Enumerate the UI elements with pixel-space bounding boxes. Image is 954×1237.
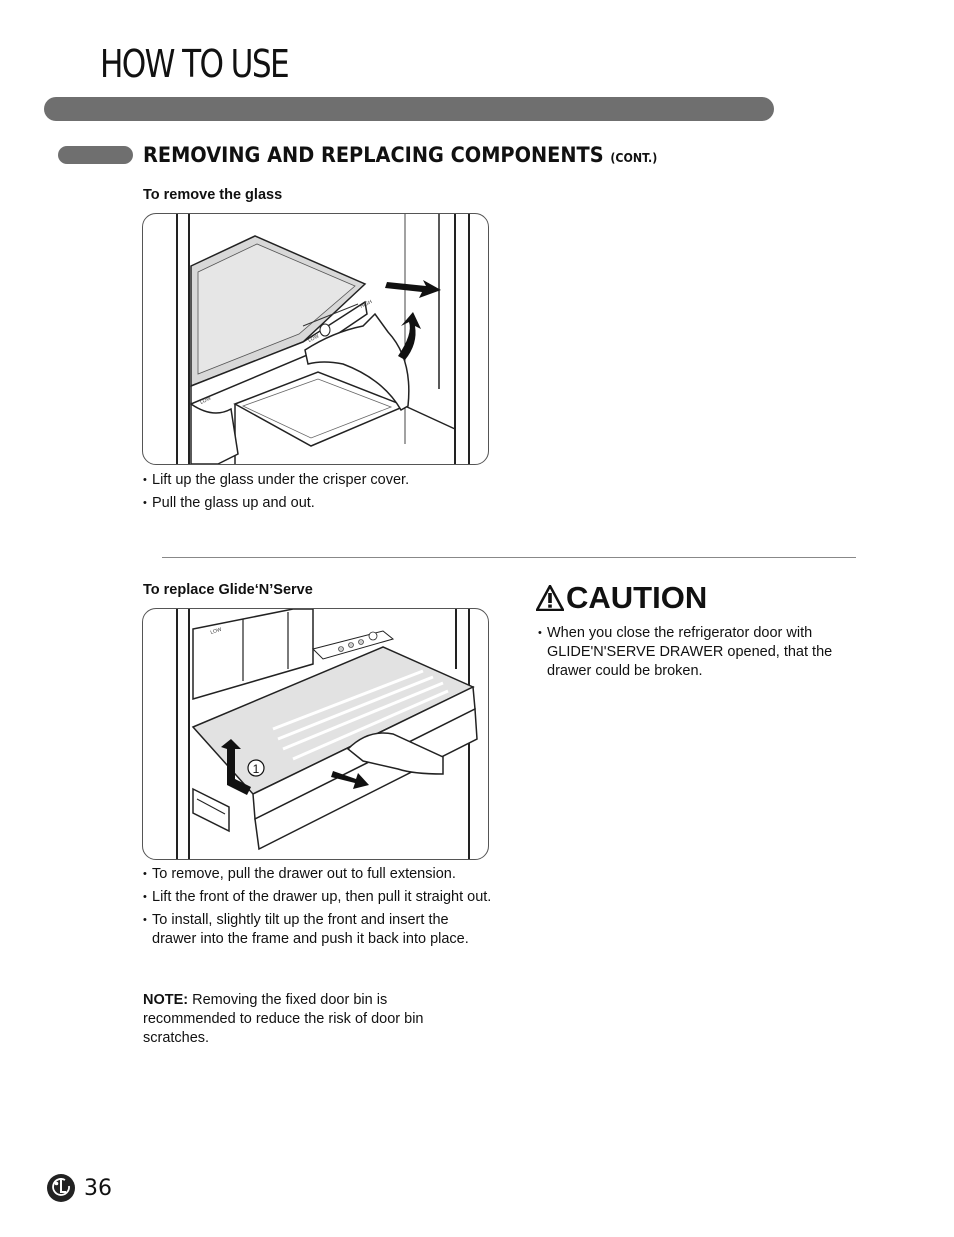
- low-label-1: LOW: [307, 333, 321, 344]
- section-title: [143, 143, 657, 167]
- page-number: 36: [84, 1176, 112, 1201]
- replace-glide-illustration: [143, 609, 488, 859]
- replace-glide-figure: [142, 608, 489, 860]
- note: [143, 991, 473, 1048]
- list-item: • To install, slightly tilt up the front and insert the drawer into the frame and push it back into place.: [143, 911, 493, 949]
- note-text: Removing the fixed door bin is recommended to reduce the risk of door bin scratches.: [143, 992, 424, 1046]
- section-marker: [58, 146, 133, 164]
- section-title-text: REMOVING AND REPLACING COMPONENTS: [143, 143, 604, 167]
- step-number-1: 1: [252, 762, 260, 776]
- high-label: HIGH: [359, 299, 374, 310]
- list-item: • To remove, pull the drawer out to full extension.: [143, 865, 493, 884]
- list-item: • Lift the front of the drawer up, then pull it straight out.: [143, 888, 493, 907]
- list-item: • Pull the glass up and out.: [143, 494, 488, 513]
- page-title: HOW TO USE: [100, 42, 289, 86]
- note-label: NOTE:: [143, 992, 189, 1008]
- remove-glass-illustration: [143, 214, 488, 464]
- caution-heading: [536, 580, 707, 616]
- remove-glass-heading: To remove the glass: [143, 187, 283, 203]
- caution-title: CAUTION: [566, 580, 708, 615]
- warning-triangle-icon: [536, 585, 564, 611]
- replace-glide-steps: [143, 865, 493, 953]
- glide-low-label: LOW: [209, 626, 223, 636]
- list-item: • When you close the refrigerator door with GLIDE'N'SERVE DRAWER opened, that the drawer could be broken.: [538, 624, 838, 681]
- remove-glass-steps: [143, 471, 488, 517]
- caution-list: [538, 624, 838, 685]
- section-divider: [162, 557, 856, 558]
- remove-glass-figure: [142, 213, 489, 465]
- low-label-2: LOW: [199, 395, 213, 406]
- list-item: • Lift up the glass under the crisper cover.: [143, 471, 488, 490]
- lg-logo-icon: [46, 1173, 76, 1203]
- replace-glide-heading: To replace Glide‘N’Serve: [143, 582, 313, 598]
- section-title-suffix: (CONT.): [610, 151, 658, 165]
- header-bar: [44, 97, 774, 121]
